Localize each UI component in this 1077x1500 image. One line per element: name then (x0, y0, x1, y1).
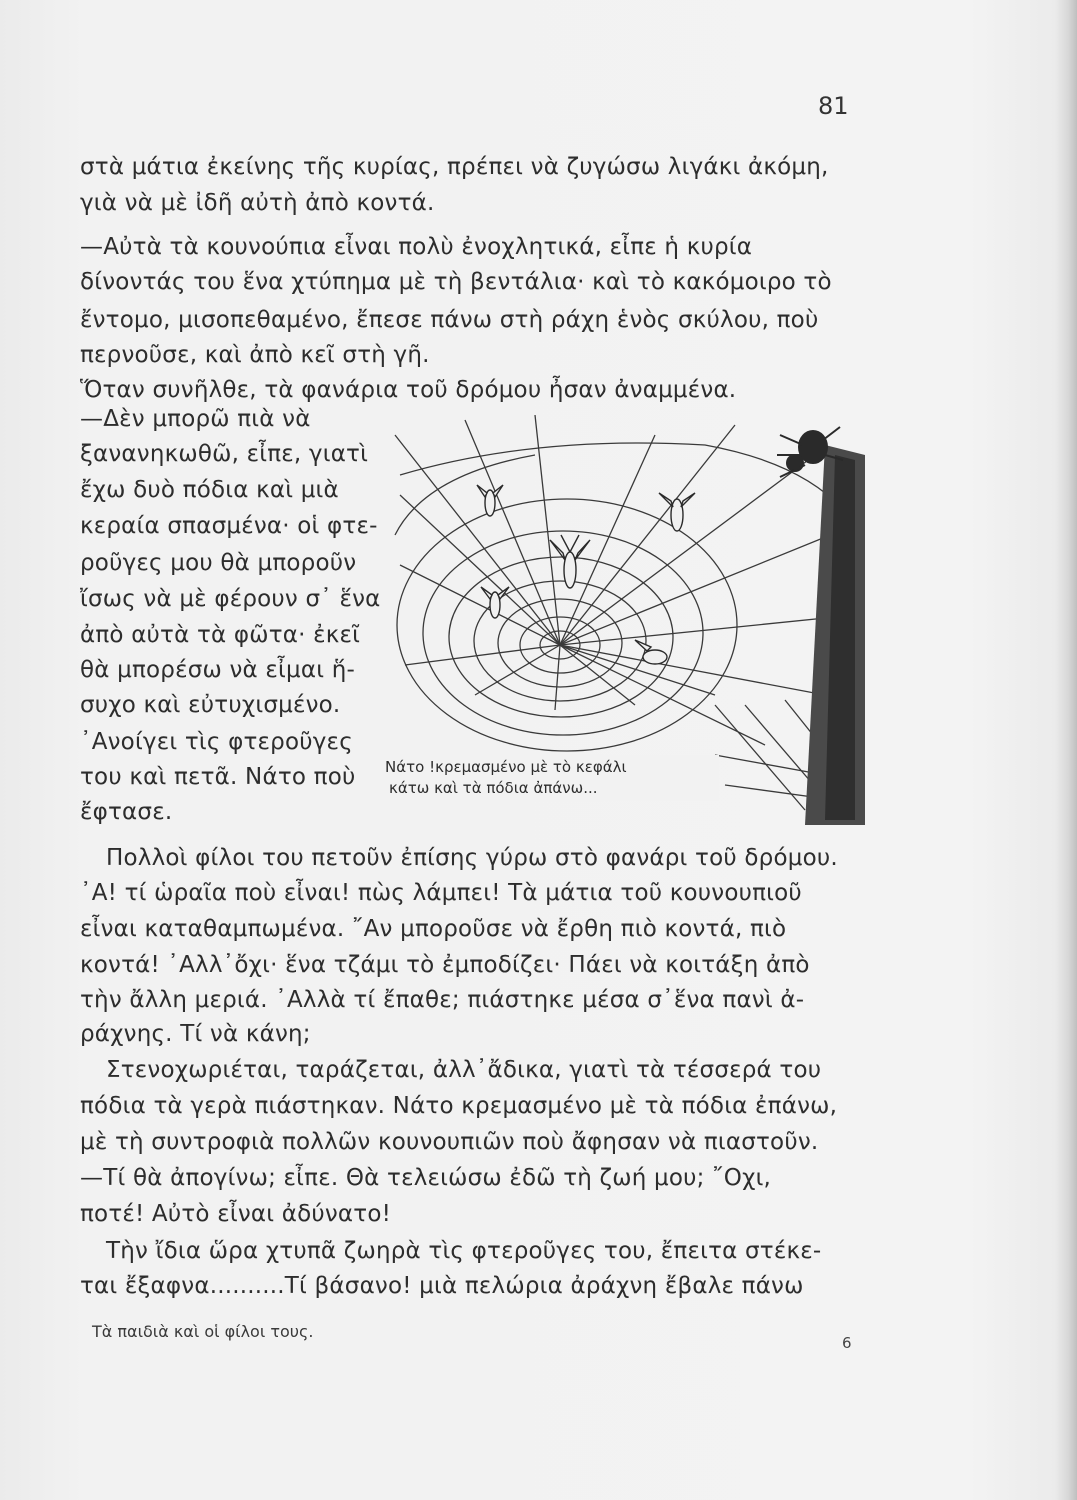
text-line: ξανανηκωθῶ, εἶπε, γιατὶ (80, 441, 369, 467)
insect-icon (659, 493, 695, 531)
caption-line: κάτω καὶ τὰ πόδια ἀπάνω... (389, 779, 598, 797)
text-line: ται ἔξαφνα..........Τί βάσανο! μιὰ πελώρια ἀράχνη ἔβαλε πάνω (80, 1273, 804, 1299)
text-line: ροῦγες μου θὰ μποροῦν (80, 550, 357, 576)
text-line: εἶναι καταθαμπωμένα. ῎Αν μποροῦσε νὰ ἔρθη πιὸ κοντά, πιὸ (80, 916, 787, 942)
text-line: κεραία σπασμένα· οἱ φτε- (80, 513, 378, 539)
text-line: ἴσως νὰ μὲ φέρουν σ᾽ ἕνα (80, 586, 381, 612)
text-line: —Αὐτὰ τὰ κουνούπια εἶναι πολὺ ἐνοχλητικά, εἶπε ἡ κυρία (80, 234, 753, 260)
signature-mark: 6 (842, 1334, 852, 1352)
text-line: ᾽Α! τί ὡραῖα ποὺ εἶναι! πὼς λάμπει! Τὰ μάτια τοῦ κουνουπιοῦ (80, 880, 802, 906)
text-line: Ὅταν συνῆλθε, τὰ φανάρια τοῦ δρόμου ἦσαν ἀναμμένα. (80, 377, 737, 403)
caption-line: Νάτο !κρεμασμένο μὲ τὸ κεφάλι (385, 758, 627, 776)
page-edge-shadow (1055, 0, 1077, 1500)
page-number: 81 (818, 92, 849, 120)
text-line: πόδια τὰ γερὰ πιάστηκαν. Νάτο κρεμασμένο μὲ τὰ πόδια ἐπάνω, (80, 1093, 838, 1119)
text-line: συχο καὶ εὐτυχισμένο. (80, 692, 341, 718)
text-line: ράχνης. Τί νὰ κάνη; (80, 1021, 311, 1047)
text-line: θὰ μπορέσω νὰ εἶμαι ἥ- (80, 657, 355, 683)
text-line: ἀπὸ αὐτὰ τὰ φῶτα· ἐκεῖ (80, 622, 361, 648)
text-line: Πολλοὶ φίλοι του πετοῦν ἐπίσης γύρω στὸ φανάρι τοῦ δρόμου. (106, 845, 838, 871)
text-line: μὲ τὴ συντροφιὰ πολλῶν κουνουπιῶν ποὺ ἄφησαν νὰ πιαστοῦν. (80, 1129, 819, 1155)
insect-icon (550, 535, 590, 588)
text-line: ἔντομο, μισοπεθαμένο, ἔπεσε πάνω στὴ ράχη ἑνὸς σκύλου, ποὺ (80, 307, 819, 333)
text-line: τὴν ἄλλη μεριά. ᾽Αλλὰ τί ἔπαθε; πιάστηκε μέσα σ᾽ἕνα πανὶ ἀ- (80, 987, 805, 1013)
text-line: Τὴν ἴδια ὥρα χτυπᾶ ζωηρὰ τὶς φτεροῦγες του, ἔπειτα στέκε- (106, 1238, 822, 1264)
text-line: κοντά! ᾽Αλλ᾽ὄχι· ἕνα τζάμι τὸ ἐμποδίζει· Πάει νὰ κοιτάξη ἀπὸ (80, 952, 810, 978)
text-line: —Δὲν μπορῶ πιὰ νὰ (80, 406, 311, 432)
illustration-caption (385, 755, 719, 801)
text-line: γιὰ νὰ μὲ ἰδῆ αὐτὴ ἀπὸ κοντά. (80, 190, 435, 216)
text-line: του καὶ πετᾶ. Νάτο ποὺ (80, 764, 356, 790)
text-line: στὰ μάτια ἐκείνης τῆς κυρίας, πρέπει νὰ ζυγώσω λιγάκι ἀκόμη, (80, 154, 829, 180)
footer-note: Τὰ παιδιὰ καὶ οἱ φίλοι τους. (92, 1322, 314, 1341)
text-line: —Τί θὰ ἀπογίνω; εἶπε. Θὰ τελειώσω ἐδῶ τὴ ζωή μου; ῎Οχι, (80, 1165, 772, 1191)
text-line: δίνοντάς του ἕνα χτύπημα μὲ τὴ βεντάλια· καὶ τὸ κακόμοιρο τὸ (80, 269, 832, 295)
text-line: ποτέ! Αὐτὸ εἶναι ἀδύνατο! (80, 1201, 392, 1227)
text-line: Στενοχωριέται, ταράζεται, ἀλλ᾽ἄδικα, γιατὶ τὰ τέσσερά του (106, 1057, 822, 1083)
text-line: ᾽Ανοίγει τὶς φτεροῦγες (80, 729, 353, 755)
text-line: ἔφτασε. (80, 799, 173, 825)
text-line: περνοῦσε, καὶ ἀπὸ κεῖ στὴ γῆ. (80, 342, 430, 368)
text-line: ἔχω δυὸ πόδια καὶ μιὰ (80, 477, 339, 503)
insect-icon (481, 587, 509, 618)
